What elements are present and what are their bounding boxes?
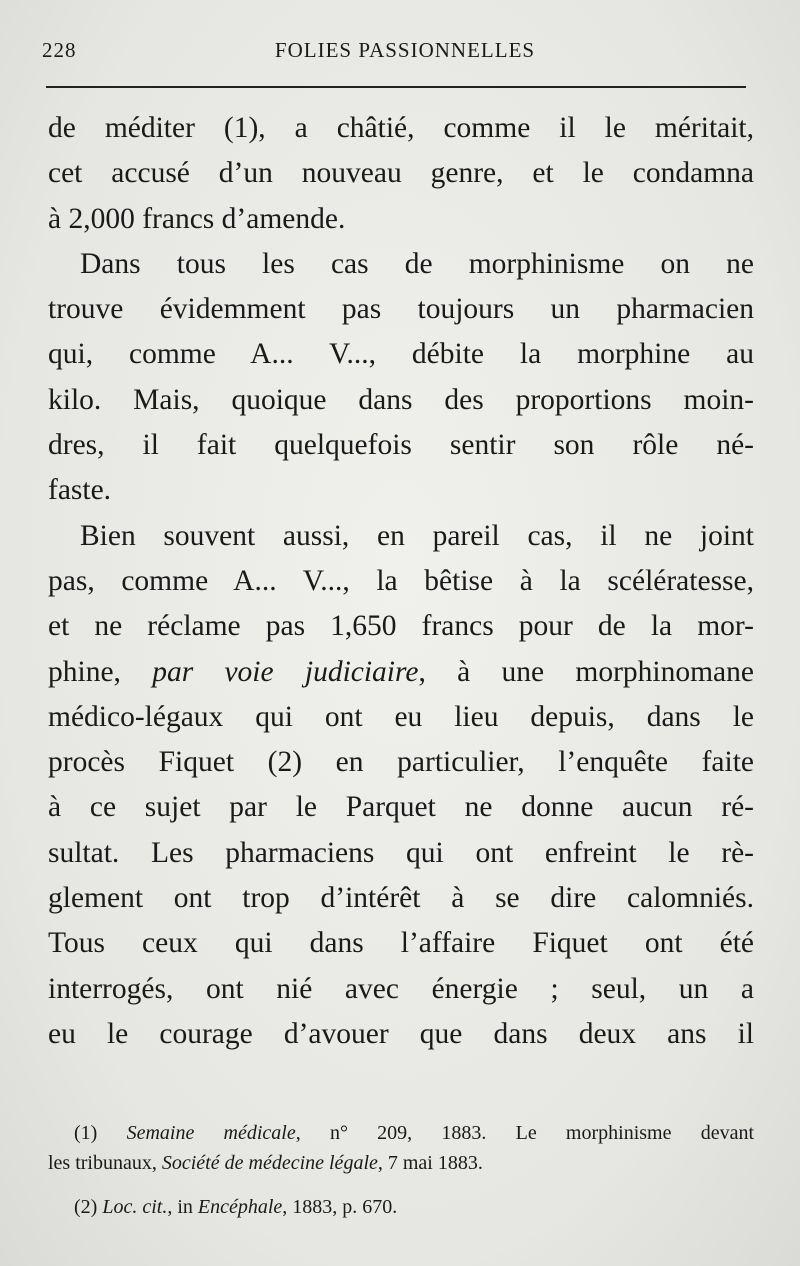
text-line: trouve évidemment pas toujours un pharmacien [48,293,754,326]
footnote-1-cont [48,1148,754,1178]
page-number: 228 [42,38,77,62]
footnote-loc: Loc. cit. [102,1196,168,1218]
footnote-1 [48,1118,754,1148]
text-line: Bien souvent aussi, en pareil cas, il ne joint [80,519,754,552]
text-line: Dans tous les cas de morphinisme on ne [80,247,754,280]
text-line: faste. [48,474,112,507]
running-title: FOLIES PASSIONNELLES [274,38,536,62]
text-line: procès Fiquet (2) en particulier, l’enquête faite [48,746,754,779]
footnotes [48,1118,754,1222]
text-line: interrogés, ont nié avec énergie ; seul, un a [48,972,754,1005]
text-line: eu le courage d’avouer que dans deux ans il [48,1017,754,1050]
text-line: cet accusé d’un nouveau genre, et le condamna [48,157,754,190]
footnote-society: Société de médecine légale [161,1152,378,1174]
footnote-text: , 7 mai 1883. [377,1152,483,1174]
italic-phrase: par voie judiciaire [152,655,419,688]
text-line: sultat. Les pharmaciens qui ont enfreint le rè- [48,836,754,869]
footnote-marker: (1) [74,1122,98,1144]
text-line: de méditer (1), a châtié, comme il le méritait, [48,112,754,144]
text-line: qui, comme A... V..., débite la morphine au [48,338,754,371]
footnote-text: , n° 209, 1883. Le morphinisme devant [295,1122,755,1144]
text-line-with-italic [48,650,754,695]
text-fragment: , à une morphinomane [418,655,754,688]
text-fragment: phine, [48,655,153,688]
text-line: kilo. Mais, quoique dans des proportions moin- [48,383,754,416]
text-line: glement ont trop d’intérêt à se dire calomniés. [48,882,754,915]
text-line: à 2,000 francs d’amende. [48,202,346,235]
text-line: à ce sujet par le Parquet ne donne aucun ré- [48,791,754,824]
footnote-text: , in [167,1196,198,1218]
footnote-journal: Encéphale [197,1196,283,1218]
footnote-marker: (2) [74,1196,98,1218]
text-line: médico-légaux qui ont eu lieu depuis, dans le [48,700,754,733]
running-head [42,38,748,70]
text-line: dres, il fait quelquefois sentir son rôle né- [48,429,754,462]
text-line: Tous ceux qui dans l’affaire Fiquet ont été [48,927,754,960]
footnote-gap [48,1178,754,1192]
text-line: pas, comme A... V..., la bêtise à la scélératesse, [48,564,754,597]
footnote-source: Semaine médicale [126,1122,296,1144]
footnote-2 [48,1192,754,1222]
header-rule [46,86,746,88]
footnote-text: les tribunaux, [48,1152,162,1174]
footnote-text: , 1883, p. 670. [282,1196,398,1218]
body-text [48,106,754,1057]
text-line: et ne réclame pas 1,650 francs pour de la mor- [48,610,754,643]
